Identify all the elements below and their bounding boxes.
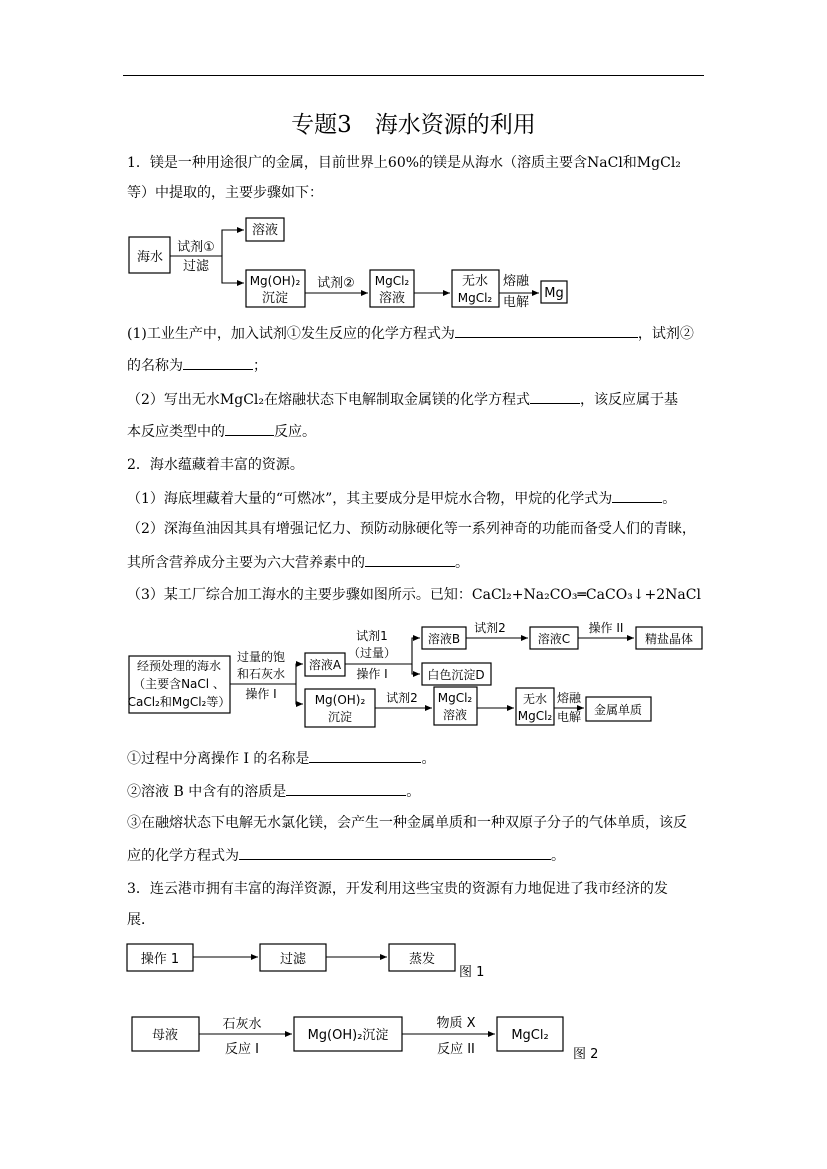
q3-figure1 xyxy=(127,944,484,980)
filter-label: 过滤 xyxy=(279,952,307,967)
q2-part1: （1）海底埋藏着大量的“可燃冰”，其主要成分是甲烷水合物，甲烷的化学式为 。 xyxy=(127,488,676,509)
q1-part2-line1: （2）写出无水MgCl₂在熔融状态下电解制取金属镁的化学方程式 ，该反应属于基 xyxy=(127,389,678,410)
solution-b-label: 溶液B xyxy=(427,632,461,646)
q2-part2-line2: 其所含营养成分主要为六大营养素中的 。 xyxy=(127,552,469,573)
branch-arrow-up xyxy=(296,664,303,684)
precipitate-label: 沉淀 xyxy=(327,710,353,724)
lime-water-label: 石灰水 xyxy=(222,1017,262,1032)
seawater-label: 海水 xyxy=(136,250,164,265)
figure1-caption: 图 1 xyxy=(459,965,485,980)
seawater-line2: （主要含NaCl 、 xyxy=(133,677,225,691)
q2-sub1: ①过程中分离操作 I 的名称是 。 xyxy=(127,748,435,769)
op1-label: 操作 I xyxy=(245,687,277,701)
q3-stem-line2: 展． xyxy=(127,912,155,928)
q2-part3: （3）某工厂综合加工海水的主要步骤如图所示。已知：CaCl₂+Na₂CO₃═CaCO₃↓+2NaCl xyxy=(127,587,701,603)
operation1-label: 操作 1 xyxy=(140,952,180,967)
q2-stem: 2．海水蕴藏着丰富的资源。 xyxy=(127,457,304,473)
evaporate-label: 蒸发 xyxy=(408,952,436,967)
anhydrous-mgcl2-label: MgCl₂ xyxy=(517,709,553,723)
q1-flow-diagram xyxy=(129,218,567,310)
op1b-label: 操作 I xyxy=(356,667,388,681)
reagent2-label: 试剂2 xyxy=(474,621,506,635)
anhydrous-label: 无水 xyxy=(522,692,548,706)
op2-label: 操作 II xyxy=(588,621,624,635)
mother-liquor-label: 母液 xyxy=(151,1028,179,1043)
white-ppt-label: 白色沉淀D xyxy=(427,668,485,682)
reaction1-label: 反应 I xyxy=(225,1042,259,1057)
q2-sub3-line2: 应的化学方程式为 。 xyxy=(127,845,565,866)
reagent2b-label: 试剂2 xyxy=(386,691,418,705)
filter-label: 过滤 xyxy=(182,259,210,274)
lime-line1: 过量的饱 xyxy=(236,650,286,664)
q1-stem-line2: 等）中提取的，主要步骤如下： xyxy=(127,185,323,201)
metal-label: 金属单质 xyxy=(593,703,643,717)
solution-a-label: 溶液A xyxy=(308,658,342,672)
q2-sub3-line1: ③在融熔状态下电解无水氯化镁，会产生一种金属单质和一种双原子分子的气体单质，该反 xyxy=(127,815,687,831)
q2-sub2: ②溶液 B 中含有的溶质是 。 xyxy=(127,781,420,802)
anhydrous-mgcl2-label: MgCl₂ xyxy=(457,291,493,305)
refined-salt-label: 精盐晶体 xyxy=(644,632,694,646)
mgoh2-label: Mg(OH)₂ xyxy=(314,693,366,707)
q1-stem-line1: 1．镁是一种用途很广的金属，目前世界上60%的镁是从海水（溶质主要含NaCl和MgCl₂ xyxy=(127,155,681,171)
branch-arrow-down xyxy=(296,684,303,704)
mg-label: Mg xyxy=(544,286,564,301)
mgoh2-label: Mg(OH)₂ xyxy=(249,274,301,288)
reaction2-label: 反应 II xyxy=(437,1042,475,1057)
substance-x-label: 物质 X xyxy=(436,1016,476,1031)
q1-part2-line2: 本反应类型中的 反应。 xyxy=(127,421,316,442)
reagent1-label: 试剂① xyxy=(177,240,215,255)
molten-label: 熔融 xyxy=(556,691,582,705)
mgcl2-solution-label: 溶液 xyxy=(442,708,468,722)
q3-stem-line1: 3．连云港市拥有丰富的海洋资源，开发利用这些宝贵的资源有力地促进了我市经济的发 xyxy=(127,881,668,897)
reagent2-label: 试剂② xyxy=(317,276,355,291)
q1-part1-line1: (1)工业生产中，加入试剂①发生反应的化学方程式为 ，试剂② xyxy=(127,323,694,344)
mgcl2-solution-label: 溶液 xyxy=(378,291,406,306)
q2-part2-line1: （2）深海鱼油因其具有增强记忆力、预防动脉硬化等一系列神奇的功能而备受人们的青睐， xyxy=(127,521,696,537)
branch-arrow-up xyxy=(222,230,244,256)
mgcl2-label: MgCl₂ xyxy=(511,1028,549,1043)
electrolysis-label: 电解 xyxy=(556,710,582,724)
arrow-to-solution-b xyxy=(404,638,420,664)
mgcl2-label: MgCl₂ xyxy=(437,691,473,705)
electrolysis-label: 电解 xyxy=(502,295,530,310)
q3-figure2 xyxy=(132,1015,598,1062)
anhydrous-label: 无水 xyxy=(461,274,489,289)
seawater-line3: CaCl₂和MgCl₂等） xyxy=(127,695,231,709)
solution-c-label: 溶液C xyxy=(537,632,571,646)
reagent1-label: 试剂1 xyxy=(356,629,388,643)
q2-flow-diagram xyxy=(128,620,702,727)
precipitate-label: 沉淀 xyxy=(261,291,289,306)
mgoh2-precipitate-label: Mg(OH)₂沉淀 xyxy=(307,1028,389,1043)
mgcl2-label: MgCl₂ xyxy=(374,274,410,288)
molten-label: 熔融 xyxy=(502,274,530,289)
solution-label: 溶液 xyxy=(251,223,279,238)
branch-arrow-down xyxy=(214,256,244,283)
figure2-caption: 图 2 xyxy=(573,1047,599,1062)
seawater-line1: 经预处理的海水 xyxy=(136,659,222,673)
page-title: 专题3 海水资源的利用 xyxy=(291,112,536,138)
excess-label: （过量） xyxy=(347,646,397,660)
lime-line2: 和石灰水 xyxy=(236,667,286,681)
q1-part1-line2: 的名称为 ； xyxy=(127,355,267,376)
arrow-to-white-ppt xyxy=(412,664,420,674)
